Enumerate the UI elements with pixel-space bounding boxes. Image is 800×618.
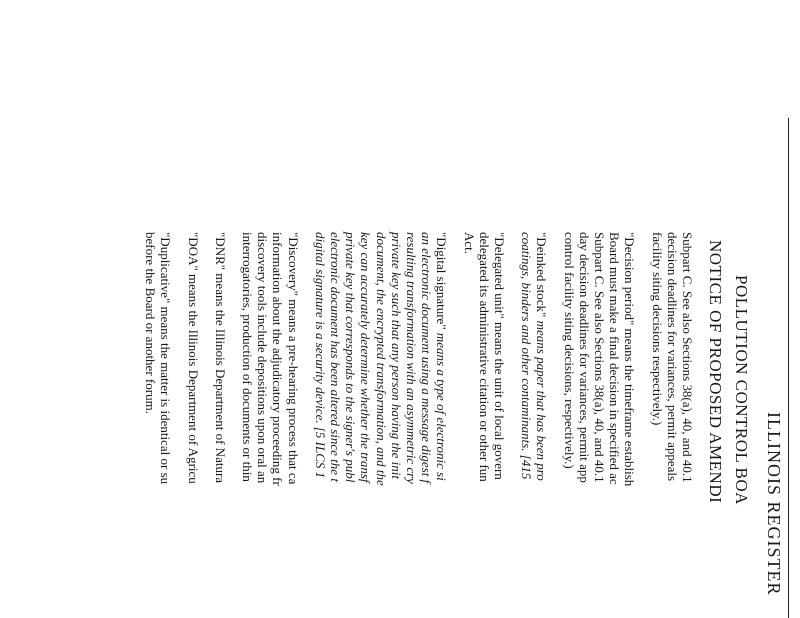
text-line: "Duplicative" means the matter is identical or su: [158, 232, 174, 485]
text-line: [534, 232, 549, 618]
italic-text: means a type of electronic si: [434, 332, 450, 481]
text-line: resulting transformation with an asymmetric cry: [403, 232, 419, 484]
text-line: interrogatories, production of documents or thin: [239, 232, 255, 482]
text-line: "Discovery" means a pre-hearing process that ca: [285, 232, 301, 485]
text-line: private key such that any person having the init: [388, 232, 404, 479]
definition-deinked-stock: [519, 232, 549, 618]
definition-doa: [185, 232, 200, 618]
text-line: an electronic document using a message digest f: [419, 232, 435, 484]
definition-delegated-unit: [461, 232, 507, 618]
definition-decision-period: [561, 232, 637, 618]
rotated-page: [100, 0, 800, 618]
definition-duplicative: [143, 232, 173, 618]
text-line: "DNR" means the Illinois Department of Natura: [212, 232, 228, 484]
text-line: discovery tools include depositions upon oral an: [255, 232, 271, 484]
text-line: electronic document has been altered since the t: [327, 232, 343, 482]
text-line: information about the adjudicatory proceeding fr: [270, 232, 286, 486]
document-body: [131, 232, 695, 618]
italic-text: means paper that has been pro: [534, 320, 550, 481]
register-title: ILLINOIS REGISTER: [764, 412, 784, 596]
text-line: key can accurately determine whether the transf: [358, 232, 374, 483]
definition-digital-signature: [313, 232, 450, 618]
term-lead: "Deinked stock": [534, 232, 550, 321]
text-line: before the Board or another forum.: [143, 232, 159, 414]
definition-discovery: [240, 232, 301, 618]
text-line: facility siting decisions respectively.): [649, 232, 665, 426]
text-line: [434, 232, 449, 618]
text-line: "Decision period" means the timeframe establish: [622, 232, 638, 487]
definition-dnr: [213, 232, 228, 618]
text-line: delegated its administrative citation or other fun: [476, 232, 492, 482]
text-line: document, the encrypted transformation, and the: [373, 232, 389, 486]
text-line: digital signature is a security device. [5 ILCS 1: [312, 232, 328, 479]
paragraph-subpart-c: [649, 232, 695, 618]
header-rule: [788, 118, 789, 618]
notice-heading: NOTICE OF PROPOSED AMENDI: [706, 240, 725, 504]
text-line: Subpart C. See also Sections 38(a), 40, and 40.1: [680, 232, 695, 483]
text-line: control facility siting decisions, respectively.): [561, 232, 577, 469]
text-line: "DOA" means the Illinois Department of Agricu: [185, 232, 201, 484]
text-line: Subpart C. See also Sections 38(a), 40, and 40.1: [591, 232, 607, 483]
text-line: private key that corresponds to the signer's publ: [343, 232, 359, 483]
text-line: Act.: [461, 232, 477, 255]
agency-heading: POLLUTION CONTROL BOA: [732, 275, 751, 505]
term-lead: "Digital signature": [434, 232, 450, 333]
text-line: decision deadlines for variances, permit appeals: [664, 232, 680, 482]
text-line: Board must make a final decision in specified ac: [607, 232, 623, 485]
text-line: day decision deadlines for variances, permit app: [576, 232, 592, 483]
text-line: "Delegated unit" means the unit of local govern: [491, 232, 507, 480]
text-line: coatings, binders and other contaminants. [415: [519, 232, 535, 480]
